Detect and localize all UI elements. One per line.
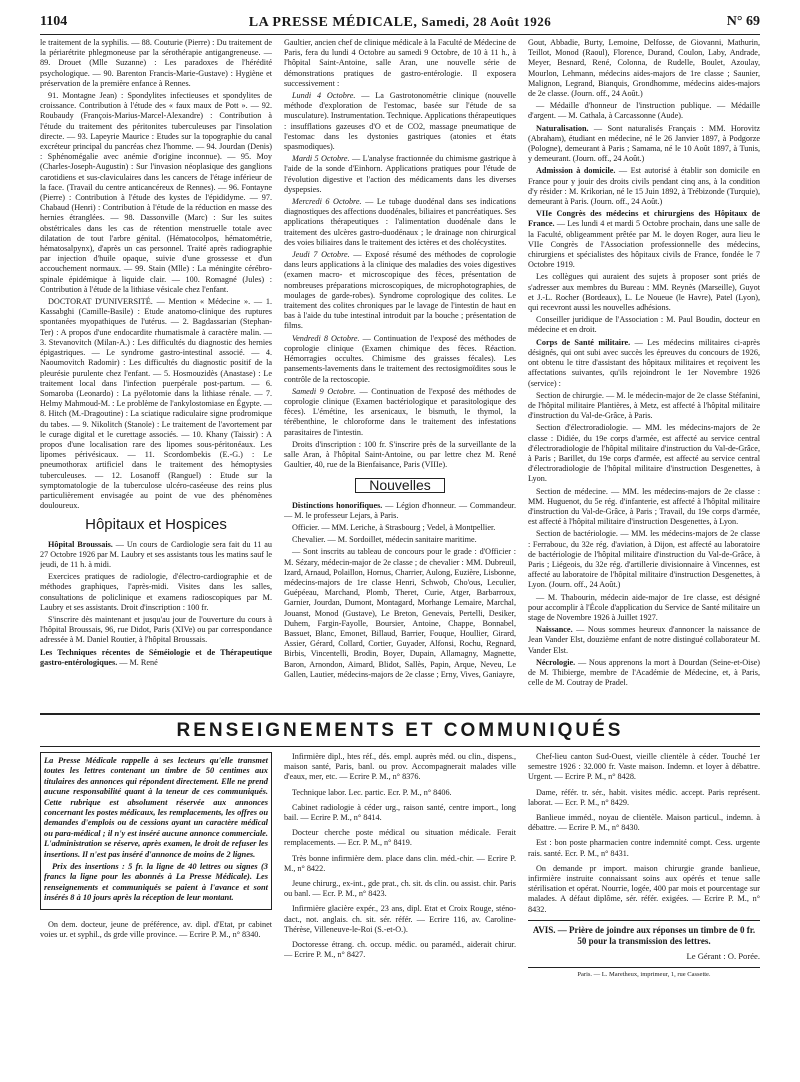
section-title-hopitaux: Hôpitaux et Hospices	[85, 516, 227, 534]
renseignements-title: RENSEIGNEMENTS ET COMMUNIQUÉS	[176, 720, 624, 741]
classified-ad: Dame, référ. tr. sér., habit. visites médic. accept. Paris représent. laborat. — Ecr. P. M., n° 8429.	[528, 787, 760, 807]
necrologie-title: Nécrologie.	[536, 657, 576, 667]
column-3	[528, 38, 760, 708]
journal-title: LA PRESSE MÉDICALE,	[248, 15, 418, 30]
renseignements-intro: La Presse Médicale rappelle à ses lecteurs qu'elle transmet toutes les lettres contenant un timbre de 50 centimes aux titulaires des annonces qui répondent directement. Elle ne prend aucune responsabilité quant à la teneur de ces communiqués. Cette rubrique est absolument réservée aux annonces concernant les postes médicaux, les remplacements, les offres ou demandes d'emplois ou de cessions ayant un caractère médical ou para-médical ; il n'y est inséré aucune annonce commerciale. L'administration se réserve, après examen, le droit de refuser les insertions. Il n'est pas inséré d'annonce de moins de 2 lignes.	[44, 756, 268, 859]
congres-p3: Conseiller juridique de l'Association : M. Paul Boudin, docteur en médecine et en droit.	[528, 315, 760, 335]
congres-p2: Les collègues qui auraient des sujets à proposer sont priés de s'adresser aux membres du Bureau : MM. Reynès (Marseille), Guyot et J.-L. Rocher (Bordeaux), L. Le Noueue (le Havre), Patel (Lyon), qui recevront aussi les nouvelles adhésions.	[528, 272, 760, 313]
header-rule	[40, 34, 760, 35]
classified-ad: Jeune chirurg., ex-int., gde prat., ch. sit. ds clin. ou assist. chir. Paris ou banl. — Ecr. P. M., n° 8423.	[284, 879, 516, 899]
classified-ad: Docteur cherche poste médical ou situation médicale. Ferait remplacements. — Ecr. P. M., n° 8419.	[284, 828, 516, 848]
broussais-title: Hôpital Broussais.	[48, 539, 113, 549]
officier-text: Officier. — MM. Leriche, à Strasbourg ; Vedel, à Montpellier.	[292, 522, 496, 532]
vendredi-date: Vendredi 8 Octobre.	[292, 333, 360, 343]
gerant: Le Gérant : O. Porée.	[686, 950, 760, 961]
corps-chirurgie: Section de chirurgie. — M. le médecin-major de 2e classe Stéfanini, de l'hôpital militaire Plantières, à Metz, est affecté à l'hôpital militaire d'instruction du Val-de-Grâce, à Paris.	[528, 390, 760, 421]
journal-title-line	[40, 14, 760, 31]
classified-ad: Infirmière dipl., htes réf., dés. empl. auprès méd. ou clin., dispens., maison santé, Paris, banl. ou prov. Accompagnerait malades ville d'eaux, mer, etc. — Ecrire P. M., n° 8376.	[284, 752, 516, 782]
medaille-text: — Médaille d'honneur de l'instruction publique. — Médaille d'argent. — M. Cathala, à Carcassonne (Aude).	[528, 101, 760, 121]
corps-bacteriologie: Section de bactériologie. — MM. les médecins-majors de 2e classe : Ferrabouc, du 32e rég. d'aviation, à Dijon, est affecté au laboratoire de bactériologie de l'hôpital militaire d'instruction du Val-de-Grâce, à Paris ; Liégeois, du 32e rég. d'artillerie divisionnaire à Vincennes, est affecté au laboratoire de l'hôpital militaire d'instruction Desgenettes, à Lyon. (Journ. off., 24 Août.)	[528, 529, 760, 590]
avis-box	[528, 920, 760, 947]
naturalisation-text: — Sont naturalisés Français : MM. Horovitz (Abraham), étudiant en médecine, né le 26 Janvier 1897, à Podgorze (Pologne), demeurant à Paris ; Samama, né le 10 Août 1897, à Tunis, y demeurant. (Journ. off., 24 Août.)	[528, 123, 760, 164]
jeudi-text: — Exposé résumé des méthodes de coprologie dans leurs applications à la clinique des maladies des voies digestives (examen macro- et microscopique des fèces, présentation de nombreuses préparations microscopiques, de microphotographies, de moulages de garde-robes). Syndrome coprologique des colites. Le traitement des colites chroniques par le lavage de l'intestin de haut en bas à l'aide du tube intestinal introduit par la bouche ; présentation de films.	[284, 250, 516, 331]
column-1	[40, 38, 272, 708]
theses-list-continued: le traitement de la syphilis. — 88. Couturie (Pierre) : Du traitement de la périarétrite phlegmoneuse par la sérothérapie antigangreneuse. — 89. Drouet (Mlle Suzanne) : Les paradoxes de l'hérédité psychologique. — 90. Barenton Francis-Marie-Gustave) : Hygiène et préservation de la première enfance à Rennes.	[40, 38, 272, 88]
samedi-date: Samedi 9 Octobre.	[292, 386, 356, 396]
broussais-text: — Un cours de Cardiologie sera fait du 11 au 27 Octobre 1926 par M. Laubry et ses assistants tous les matins sauf le jeudi, de 11 h. à midi.	[40, 539, 272, 569]
lundi-text: — La Gastrotonométrie clinique (nouvelle méthode d'exploration de l'estomac, basée sur l'étude de sa musculature). Instrumentation. Technique. Applications thérapeutiques : insufflations gazeuses d'O et de CO2, massage pneumatique de l'estomac dans les dystonies gastriques (atonies et états spasmodiques).	[284, 91, 516, 152]
inscrits-text: — Sont inscrits au tableau de concours pour le grade : d'Officier : M. Sézary, médecin-major de 2e classe ; de chevalier : MM. Dubreuil, Izard, Arnaud, Polaillon, Hornus, Charrier, Aulong, Euzière, Lisbonne, médecins-majors de 1re classe Henri, Schwob, Cho'ous, Leculier, Guépéeau, Marchand, Plomb, Theret, Curie, Atger, Barbarroux, Garnier, Jourdan, Dumont, Montagard, Morhange Lemaire, Marchal, Jouanst, Monod (Gustave), Le Breton, Genevais, Pertelli, Desiker, Duhem, Fargin-Fayolle, Boursier, Antoine, Chappe, Bonnabel, Bassuet, Blanc, Emonet, Billaud, Barrier, Fouque, Houllier, Girard, Assier, Gérard, Collard, Cortier, Guyader, Alfonsi, Rochu, Regnard, Birbis, Vincentelli, Brodin, Boyer, Dupain, Allamagny, Magnette, Baron, Arnondon, Aimard, Blidot, Sallès, Papin, Arque, Neveu, Le Gallen, Lautier, médecins-majors de 2e classe ; Erny, Vives, Ganiayre,	[284, 547, 516, 679]
corps-electroradiologie: Section d'électroradiologie. — MM. les médecins-majors de 2e classe : Didiée, du 19e corps d'armée, est affecté au service central d'électroradiologie de l'hôpital militaire d'instruction du Val-de-Grâce, à Paris ; Barillet, du 19e corps d'armée, est affecté au service central d'électroradiologie de l'hôpital militaire d'instruction Desgenettes, à Lyon.	[528, 423, 760, 484]
corps-sante-title: Corps de Santé militaire.	[536, 337, 631, 347]
lundi-date: Lundi 4 Octobre.	[292, 91, 356, 101]
naissance-text: — Nous sommes heureux d'annoncer la naissance de Jean Vander Elst, douzième enfant de notre distingué collaborateur M. Vander Elst.	[528, 625, 760, 655]
gaultier-intro: Gaultier, ancien chef de clinique médicale à la Faculté de Médecine de Paris, fera du lundi 4 Octobre au samedi 9 Octobre, de 10 à 11 h., à l'hôpital Saint-Antoine, salle Aran, une nouvelle série de démonstrations pratiques de gastro-entérologie. Il exposera successivement :	[284, 38, 516, 88]
vendredi-text: — Continuation de l'exposé des méthodes de coprologie clinique (Examen chimique des fèces. Réaction. Hémorragies occultes. Chimisme des graisses fécales). Les pansements-lavements dans le traitement des rectosigmoïdites sous le contrôle de la rectoscopie.	[284, 333, 516, 384]
corps-stage: — M. Thabourin, médecin aide-major de 1re classe, est désigné pour accomplir à l'École d'application du Service de Santé militaire un stage de Novembre 1926 à Juillet 1927.	[528, 592, 760, 622]
jeudi-date: Jeudi 7 Octobre.	[292, 250, 350, 260]
classified-ad: Doctoresse étrang. ch. occup. médic. ou paraméd., aiderait chirur. — Ecrire P. M., n° 8427.	[284, 940, 516, 960]
classified-ad: Infirmière glacière expér., 23 ans, dipl. Etat et Croix Rouge, sténo-dact., not. anglais. ch. sit. sér. référ. — Ecrire 116, av. Caroline-Thérèse, Villeneuve-le-Roi (S.-et-O.).	[284, 904, 516, 934]
mardi-date: Mardi 5 Octobre.	[292, 154, 350, 164]
distinctions-text: — Légion d'honneur. — Commandeur. — M. le professeur Lejars, à Paris.	[284, 500, 516, 520]
renseignements-col-2	[284, 752, 516, 1072]
renseignements-col-1	[40, 752, 272, 1072]
admission-title: Admission à domicile.	[536, 166, 616, 176]
gaultier-inscription: Droits d'inscription : 100 fr. S'inscrire près de la surveillante de la salle Aran, à l'hôpital Saint-Antoine, ou par lettre chez M. René Gaultier, 40, rue de la Bienfaisance, Paris (VIIIe).	[284, 439, 516, 470]
nouvelles-continued: Gout, Abbadie, Burty, Lemoine, Delfosse, de Giovanni, Mathurin, Teillot, Monod (Raoul), Florence, Durand, Coulon, Laby, Andrade, Meyer, Besnard, René, Colonna, de Rudelle, Boulet, Azoulay, Mourlon, Lehmann, médecins aides-majors de 1re classe ; Saunier, Malignon, Legrand, Bianquis, Grondhomme, médecins aides-majors de 2e classe. (Journ. off., 24 Août.)	[528, 38, 760, 99]
techniques-title: Les Techniques récentes de Séméiologie et de Thérapeutique gastro-entérologiques.	[40, 647, 272, 667]
admission-text: — Est autorisé à établir son domicile en France pour y jouir des droits civils pendant cinq ans, à la condition d'y résider : M. Krikorian, né le 15 Juin 1892, à Trébizonde (Turquie), demeurant à Paris. (Journ. off., 24 Août.)	[528, 166, 760, 207]
mercredi-date: Mercredi 6 Octobre.	[292, 197, 362, 207]
renseignements-rule	[40, 746, 760, 747]
naissance-title: Naissance.	[536, 625, 573, 635]
page-header	[40, 14, 760, 34]
mercredi-text: — Le tubage duodénal dans ses indications diagnostiques des affections duodénales, biliaires et pancréatiques. Ses applications thérapeutiques : l'alimentation duodénale dans le traitement des ulcères gastro-duodénaux ; le drainage non chirurgical des voies biliaires dans le traitement des ictères et des cholécystites.	[284, 197, 516, 247]
renseignements-prix: Prix des insertions : 5 fr. la ligne de 40 lettres ou signes (3 francs la ligne pour les abonnés à La Presse Médicale). Les renseignements et communiqués se paient à l'avance et sont insérés 8 à 10 jours après la réception de leur montant.	[44, 862, 268, 903]
issue-number: N° 69	[726, 14, 760, 29]
classified-ad: On dem. docteur, jeune de préférence, av. dipl. d'Etat, pr cabinet voies ur. et syphil., ds grde ville province. — Ecrire P. M., n° 8340.	[40, 919, 272, 939]
broussais-p3: S'inscrire dès maintenant et jusqu'au jour de l'ouverture du cours à l'hôpital Broussais, 96, rue Didot, Paris (XIVe) ou par correspondance adressée à M. Daniel Routier, à l'hôpital Broussais.	[40, 614, 272, 645]
ads-list-3	[528, 752, 760, 915]
issue-date: Samedi, 28 Août 1926	[421, 14, 552, 29]
mardi-text: — L'analyse fractionnée du chimisme gastrique à l'aide de la sonde d'Einhorn. Applications pratiques pour l'étude de l'évolution digestive et l'action des médicaments dans les diverses dyspepsies.	[284, 154, 516, 194]
avis-text: AVIS. — Prière de joindre aux réponses un timbre de 0 fr. 50 pour la transmission des lettres.	[532, 924, 756, 946]
classified-ad: Technique labor. Lec. partic. Ecr. P. M., n° 8406.	[292, 787, 452, 797]
congres-title: VIIe Congrès des médecins et chirurgiens des Hôpitaux de France.	[528, 209, 760, 229]
section-title-nouvelles: Nouvelles	[355, 478, 445, 492]
congres-text: — Les lundi 4 et mardi 5 Octobre prochain, dans une salle de la Faculté, obligeamment prêtée par M. le doyen Roger, aura lieu le VIIe Congrès de l'Association professionnelle des médecins, chirurgiens et spécialistes des hôpitaux civils de France, fondée le 7 Octobre 1919.	[528, 219, 760, 270]
broussais-p2: Exercices pratiques de radiologie, d'électro-cardiographie et de méthodes graphiques, l'après-midi. Visites dans les salles, consultations de policlinique et examens radioscopiques par M. Laubry et ses assistants. Droit d'inscription : 100 fr.	[40, 572, 272, 612]
column-2	[284, 38, 516, 708]
classified-ad: Est : bon poste pharmacien contre indemnité compt. Cess. urgente rais. santé. Ecr. P. M., n° 8431.	[528, 838, 760, 858]
ads-list-2	[284, 752, 516, 960]
corps-sante-text: — Les médecins militaires ci-après désignés, qui ont subi avec succès les épreuves du concours de 1926, ont obtenu le titre d'assistant des hôpitaux militaires et reçoivent les affectations suivantes, qu'ils rejoindront le 1er Novembre 1926 (service) :	[528, 337, 760, 388]
theses-list: 91. Montagne Jean) : Spondylites infectieuses et spondylites de croissance. Contribution à l'étude des « faux maux de Pott ». — 92. Roubaudy (François-Marius-Marcel-Alexandre) : Contribution à l'étude du traitement des péritonites tuberculeuses par l'insolation directe. — 93. Lapeyrie Maurice : Etudes sur la topographie du canal excréteur principal du pancréas chez l'homme. — 94. Jourdan (Denis) : Sphénomégalie avec anémie d'origine inconnue). — 95. Moy (Charles-Joseph-Augustin) : Sur l'invasion néoplasique des ganglions carotidiens et sus-claviculaires dans les cancers de l'étage inférieur de la face. (Travail du centre anticancéreux de Rennes). — 96. Fontayne (Pierre) : Contribution à l'étude des kystes de l'épididyme. — 97. Chabaud (Henri) : Contribution à l'étude de la réduction en masse des hernies étranglées. — 98. Dassonville (Marc) : Sur les suites obstétricales dans les cas de rétention menstruelle totale avec dilatation de tout l'arbre génital. (Hématocolpos, hématométrie, hématosalpynx), d'après un cas personnel. Traité après radiographie par injection d'huile opaque, suivie d'une grossesse et d'un accouchement normaux. — 99. Stain (Mlle) : La méningite cérébro-spinale épidémique à liquide clair. — 100. Romagné (Jules) : Contribution à l'étude de la lithiase vésicale chez l'enfant.	[40, 91, 272, 294]
classified-ad: Chef-lieu canton Sud-Ouest, vieille clientèle à céder. Touché 1er semestre 1926 : 32.000 fr. Vaste maison. Indemn. et loyer à débattre. Urgent. — Ecrire P. M., n° 8428.	[528, 752, 760, 782]
imprimeur: Paris. — L. Maretheux, imprimeur, 1, rue Cassette.	[528, 967, 760, 980]
classified-ad: Très bonne infirmière dem. place dans clin. méd.-chir. — Ecrire P. M., n° 8422.	[284, 853, 516, 873]
renseignements-intro-box	[40, 752, 272, 910]
classified-ad: Banlieue imméd., noyau de clientèle. Maison particul., indemn. à débattre. — Ecrire P. M., n° 8430.	[528, 813, 760, 833]
chevalier-text: Chevalier. — M. Sordoillet, médecin sanitaire maritime.	[292, 535, 477, 545]
doctorat-universite: DOCTORAT D'UNIVERSITÉ. — Mention « Médecine ». — 1. Kassabghi (Camille-Basile) : Etude anatomo-clinique des ruptures spontanées myopathiques de l'utérus. — 2. Bagdassarian (Stephan-Ter) : A propos d'une endocardite rhumatismale à caractère malin. — 3. Stevanovitch (Milan-A.) : Les difficultés du diagnostic des hernies épigastriques. — Le syndrome gastro-intestinal associé. — 4. Naoumovitch Radomir) : Les difficultés du diagnostic positif de la pleurésie purulente chez l'enfant. — 5. Hosmouzidès (Anastase) : Le traitement local dans l'infection puerpérale post-partum. — 6. Somaroba (Leonardo) : La pyélotomie dans la lithiase rénale. — 7. Helmy Mahmoud-M. : Le problème de l'ankylostomiase en Égypte. — 8. Hitch (M.-Dragoutine) : La sciatique radiculaire signe prodromique du tabes. — 9. Nikolitch (Stanoïe) : Le traitement de l'avortement par le curage digital et le curettage associés. — 10. Khany (Taissir) : A propos d'une localisation rare des lipomes sous-péritonéaux. Les lipomes périvésicaux. — 11. Scordombekis (E.-G.) : Le pneumothorax artificiel dans le traitement des hémoptysies tuberculeuses. — 12. Losanoff (Ranguel) : Etude sur la symptomatologie de la tuberculose ulcéro-caséeuse des reins plus particulièrement envisagée au point de vue des phénomènes douloureux.	[40, 297, 272, 511]
classified-ad: On demande pr import. maison chirurgie grande banlieue, infirmière instruite connaissant soins aux opérés et tenue salle stérilisation et opérat. Nourrie, logée, 400 par mois et pourcentage sur malades. A défaut diplôme, sér. référ. exigées. — Ecrire P. M., n° 8432.	[528, 863, 760, 914]
section-rule	[40, 713, 760, 715]
corps-medecine: Section de médecine. — MM. les médecins-majors de 2e classe : MM. Huguenot, du 5e rég. d'infanterie, est affecté à l'hôpital militaire d'instruction du Val-de-Grâce, à Paris ; Travail, du 19e corps d'armée, est affecté à l'hôpital militaire d'instruction Desgenettes, à Lyon.	[528, 486, 760, 527]
ads-list-1	[40, 920, 272, 940]
renseignements-col-3	[528, 752, 760, 1072]
techniques-text: — M. René	[117, 657, 158, 667]
naturalisation-title: Naturalisation.	[536, 123, 589, 133]
classified-ad: Cabinet radiologie à céder urg., raison santé, centre import., long bail. — Ecrire P. M., n° 8414.	[284, 802, 516, 823]
necrologie-text: — Nous apprenons la mort à Dourdan (Seine-et-Oise) de M. Thibierge, membre de l'Académie de Médecine, et, à Paris, celle de M. Coutray de Pradel.	[528, 657, 760, 688]
page-number: 1104	[40, 14, 68, 29]
samedi-text: — Continuation de l'exposé des méthodes de coprologie clinique (Examen bactériologique et parasitologique des fèces). L'émétine, les arsenicaux, le bismuth, le thymol, la térébenthine, le chloroforme dans le traitement des infestations parasitaires de l'intestin.	[284, 386, 516, 437]
distinctions-title: Distinctions honorifiques.	[292, 500, 383, 510]
